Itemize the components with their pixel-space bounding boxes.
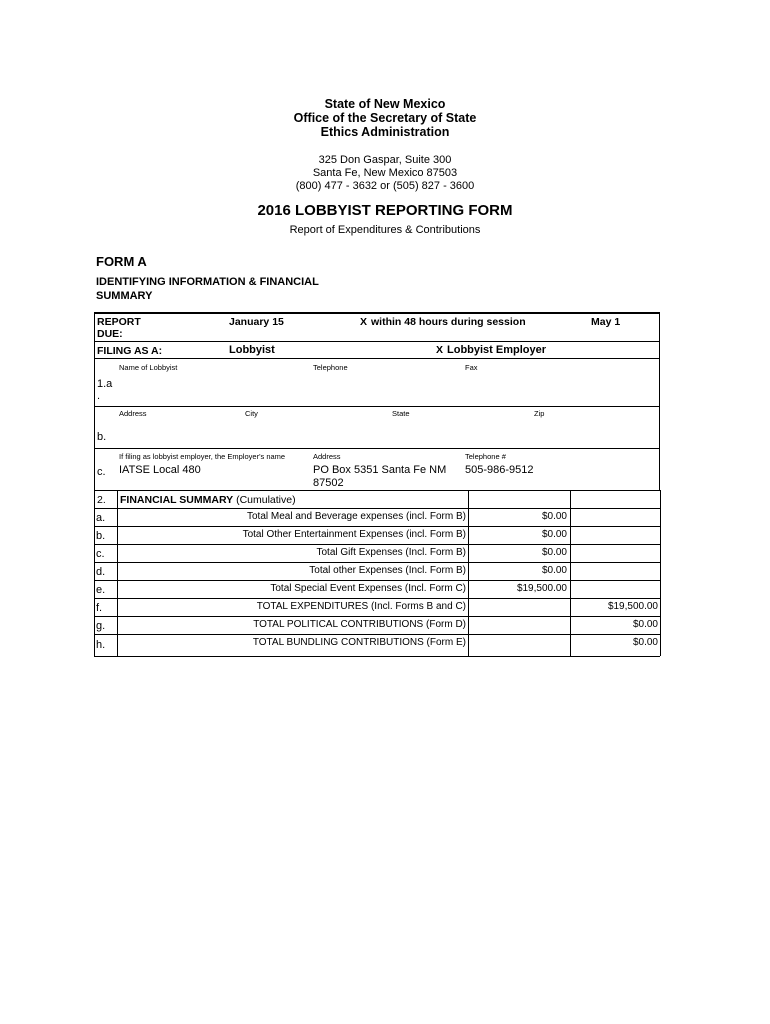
financial-summary-title-rest: (Cumulative) (233, 494, 296, 506)
fs-value-meal-beverage[interactable]: $0.00 (541, 511, 567, 522)
fs-letter-f: f. (96, 602, 103, 614)
row-number-1a: 1.a (97, 378, 113, 390)
employer-address-label: Address (313, 452, 341, 461)
financial-summary-number: 2. (97, 494, 106, 506)
fs-value-gift[interactable]: $0.00 (541, 547, 567, 558)
fs-value-other-expenses[interactable]: $0.00 (541, 565, 567, 576)
agency-line-2: Office of the Secretary of State (293, 111, 477, 125)
fs-letter-a: a. (96, 512, 106, 524)
fs-letter-h: h. (96, 639, 106, 651)
address-line-1: 325 Don Gaspar, Suite 300 (318, 154, 452, 166)
fax-label: Fax (465, 363, 478, 372)
report-due-january[interactable]: January 15 (229, 316, 284, 328)
filing-as-label: FILING AS A: (97, 345, 163, 357)
fs-value-bundling-contributions[interactable]: $0.00 (632, 637, 658, 648)
section-title-line-2: SUMMARY (96, 290, 153, 302)
state-label: State (392, 409, 410, 418)
agency-line-3: Ethics Administration (320, 125, 450, 139)
fs-label-political-contributions: TOTAL POLITICAL CONTRIBUTIONS (Form D) (253, 619, 466, 630)
fs-letter-b: b. (96, 530, 106, 542)
financial-summary-title (120, 494, 296, 506)
report-due-check-mark[interactable]: X (360, 316, 368, 328)
row-number-b: b. (97, 431, 107, 443)
fs-letter-g: g. (96, 620, 106, 632)
telephone-label: Telephone (313, 363, 348, 372)
fs-letter-c: c. (96, 548, 105, 560)
fs-value-special-event[interactable]: $19,500.00 (516, 583, 567, 594)
employer-name-label: If filing as lobbyist employer, the Employer's name (119, 452, 286, 461)
fs-label-other-expenses: Total other Expenses (Incl. Form B) (309, 565, 466, 576)
fs-label-bundling-contributions: TOTAL BUNDLING CONTRIBUTIONS (Form E) (252, 637, 466, 648)
form-subtitle: Report of Expenditures & Contributions (289, 224, 481, 236)
filing-as-check-mark[interactable]: X (436, 344, 444, 356)
form-title: 2016 LOBBYIST REPORTING FORM (257, 202, 513, 219)
employer-telephone-value[interactable]: 505-986-9512 (465, 464, 534, 476)
employer-name-value[interactable]: IATSE Local 480 (119, 464, 201, 476)
employer-address-line-2[interactable]: 87502 (313, 477, 344, 489)
fs-letter-d: d. (96, 566, 106, 578)
address-label: Address (119, 409, 147, 418)
city-label: City (245, 409, 258, 418)
employer-address-line-1[interactable]: PO Box 5351 Santa Fe NM (313, 464, 447, 476)
employer-telephone-label: Telephone # (465, 452, 506, 461)
report-due-label-2: DUE: (97, 328, 123, 340)
name-of-lobbyist-label: Name of Lobbyist (119, 363, 178, 372)
fs-value-other-entertainment[interactable]: $0.00 (541, 529, 567, 540)
report-due-may[interactable]: May 1 (591, 316, 621, 328)
address-line-2: Santa Fe, New Mexico 87503 (312, 167, 458, 179)
zip-label: Zip (534, 409, 545, 418)
fs-value-political-contributions[interactable]: $0.00 (632, 619, 658, 630)
phone-line: (800) 477 - 3632 or (505) 827 - 3600 (295, 180, 475, 192)
fs-label-other-entertainment: Total Other Entertainment Expenses (incl. Form B) (242, 529, 466, 540)
report-due-48-hours[interactable]: within 48 hours during session (371, 316, 526, 328)
fs-value-total-expenditures[interactable]: $19,500.00 (607, 601, 658, 612)
fs-label-total-expenditures: TOTAL EXPENDITURES (Incl. Forms B and C) (256, 601, 466, 612)
fs-label-meal-beverage: Total Meal and Beverage expenses (incl. Form B) (247, 511, 466, 522)
agency-line-1: State of New Mexico (324, 97, 446, 111)
section-title-line-1: IDENTIFYING INFORMATION & FINANCIAL (96, 276, 319, 288)
fs-label-gift: Total Gift Expenses (Incl. Form B) (316, 547, 466, 558)
fs-letter-e: e. (96, 584, 106, 596)
row-number-c: c. (97, 466, 106, 478)
financial-summary-title-bold: FINANCIAL SUMMARY (120, 494, 234, 506)
report-due-label-1: REPORT (97, 316, 141, 328)
row-number-1a-dot: . (97, 390, 101, 402)
fs-label-special-event: Total Special Event Expenses (Incl. Form C) (270, 583, 466, 594)
filing-as-lobbyist[interactable]: Lobbyist (229, 344, 275, 356)
filing-as-lobbyist-employer[interactable]: Lobbyist Employer (447, 344, 547, 356)
form-a-label: FORM A (96, 254, 147, 269)
